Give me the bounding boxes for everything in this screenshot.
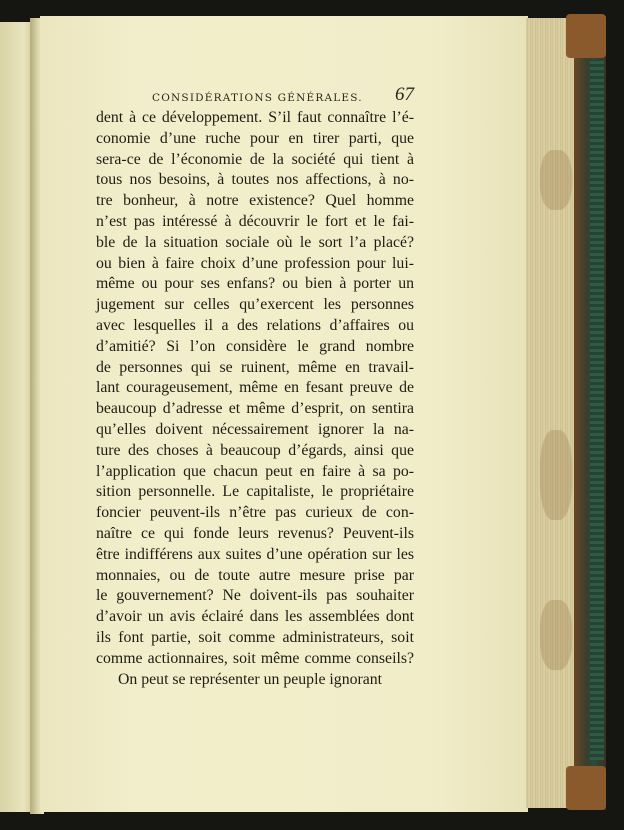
text-line: jugement sur celles qu’exercent les personnes — [96, 296, 414, 314]
text-line: le gouvernement? Ne doivent-ils pas souhaiter — [96, 587, 414, 605]
running-head: CONSIDÉRATIONS GÉNÉRALES. — [152, 92, 363, 104]
text-line: ture des choses à beaucoup d’égards, ainsi que — [96, 441, 414, 459]
text-line: naître ce qui fonde leurs revenus? Peuvent-ils — [96, 524, 414, 542]
text-line: sera-ce de l’économie de la société qui tient à — [96, 150, 414, 168]
cover-corner-bottom — [566, 766, 606, 810]
edge-stain — [540, 600, 572, 670]
page-header — [96, 84, 414, 108]
edge-stain — [540, 150, 572, 210]
text-line: même ou pour ses enfans? ou bien à porter un — [96, 275, 414, 293]
text-line: être indifférens aux suites d’une opération sur les — [96, 545, 414, 563]
body-text — [96, 108, 414, 690]
left-page-edge — [0, 22, 34, 812]
text-line: tre bonheur, à notre existence? Quel homme — [96, 192, 414, 210]
text-line: avec lesquelles il a des relations d’affaires ou — [96, 316, 414, 334]
text-line: d’avoir un avis éclairé dans les assemblées dont — [96, 608, 414, 626]
text-line: ils font partie, soit comme administrateurs, soit — [96, 628, 414, 646]
text-line: beaucoup d’adresse et même d’esprit, on sentira — [96, 400, 414, 418]
text-line: ble de la situation sociale où le sort l’a placé? — [96, 233, 414, 251]
text-line: foncier peuvent-ils n’être pas curieux de con- — [96, 504, 414, 522]
text-line: sition personnelle. Le capitaliste, le propriétaire — [96, 483, 414, 501]
text-line: monnaies, ou de toute autre mesure prise par — [96, 566, 414, 584]
text-line: dent à ce développement. S’il faut connaître l’é- — [96, 109, 414, 126]
text-line: n’est pas intéressé à découvrir le fort et le fai- — [96, 212, 414, 230]
text-line: On peut se représenter un peuple ignorant — [118, 670, 383, 688]
text-line: conomie d’une ruche pour en tirer parti, que — [96, 129, 414, 147]
text-line: ou bien à faire choix d’une profession pour lui- — [96, 254, 414, 272]
text-line: de personnes qui se ruinent, même en travail- — [96, 358, 414, 376]
text-line: l’application que chacun peut en faire à sa po- — [96, 462, 414, 480]
cover-marbled-strip — [590, 60, 604, 760]
edge-stain — [540, 430, 572, 520]
text-line: comme actionnaires, soit même comme conseils? — [96, 649, 414, 667]
cover-corner-top — [566, 14, 606, 58]
text-line: tous nos besoins, à toutes nos affections, à no- — [96, 171, 414, 189]
text-line: lant courageusement, même en fesant preuve de — [96, 379, 414, 397]
page-edges — [526, 18, 578, 808]
page-number: 67 — [395, 84, 414, 105]
text-line: qu’elles doivent nécessairement ignorer la na- — [96, 420, 414, 438]
text-line: d’amitié? Si l’on considère le grand nombre — [96, 337, 414, 355]
